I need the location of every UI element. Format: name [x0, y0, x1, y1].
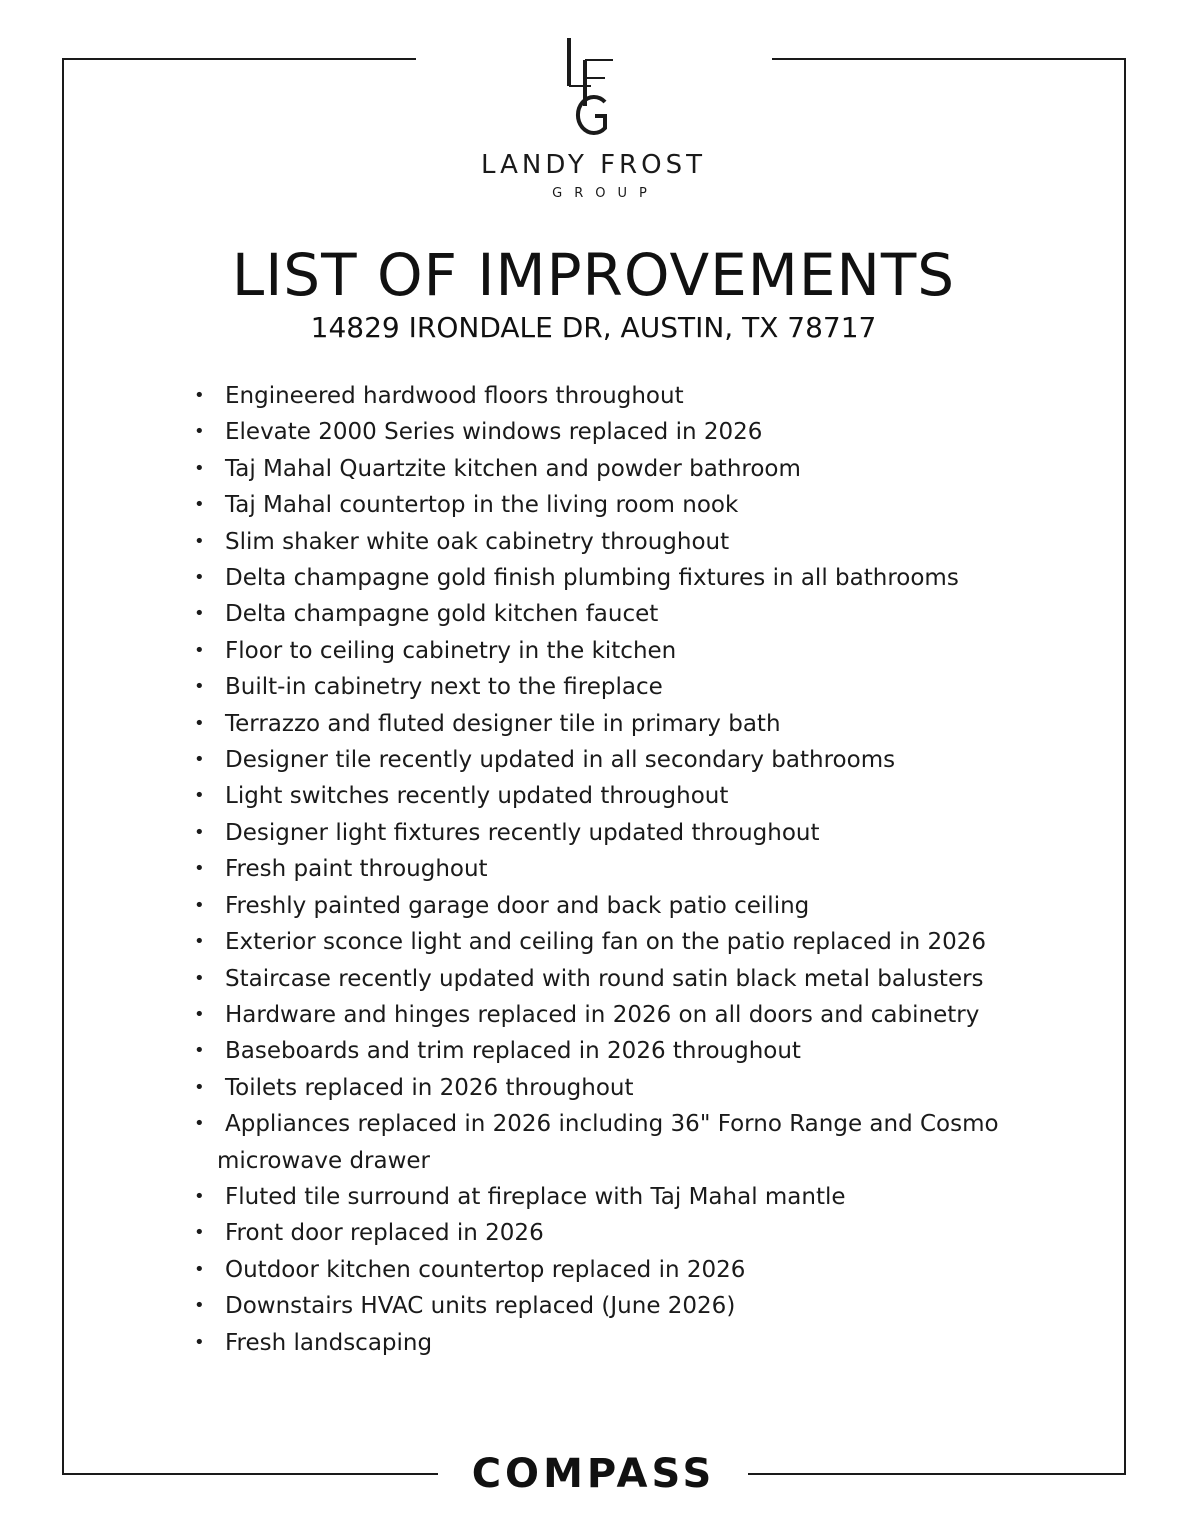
list-item-text: Taj Mahal Quartzite kitchen and powder bathroom — [225, 455, 801, 482]
list-item-text: Hardware and hinges replaced in 2026 on all doors and cabinetry — [225, 1001, 980, 1028]
list-item — [188, 1325, 1028, 1361]
list-item — [188, 961, 1028, 997]
compass-logo: COMPASS — [471, 1451, 716, 1497]
bullet-icon: • — [194, 858, 205, 880]
list-item — [188, 1070, 1028, 1106]
list-item — [188, 924, 1028, 960]
list-item — [188, 1033, 1028, 1069]
list-item-text: Floor to ceiling cabinetry in the kitchen — [225, 637, 677, 664]
list-item-text: Fluted tile surround at fireplace with Taj Mahal mantle — [225, 1183, 846, 1210]
bullet-icon: • — [194, 457, 205, 479]
list-item-text: Fresh landscaping — [225, 1329, 433, 1356]
bullet-icon: • — [194, 530, 205, 552]
list-item — [188, 742, 1028, 778]
bullet-icon: • — [194, 785, 205, 807]
brand-name: LANDY FROST — [481, 150, 706, 180]
property-address: 14829 IRONDALE DR, AUSTIN, TX 78717 — [310, 311, 877, 344]
bullet-icon: • — [194, 712, 205, 734]
landy-frost-monogram-logo — [555, 36, 625, 136]
bullet-icon: • — [194, 894, 205, 916]
bullet-icon: • — [194, 421, 205, 443]
list-item-text: Engineered hardwood floors throughout — [225, 383, 684, 409]
page-title: LIST OF IMPROVEMENTS — [231, 241, 956, 309]
bullet-icon: • — [194, 567, 205, 589]
list-item — [188, 997, 1028, 1033]
bullet-icon: • — [194, 1258, 205, 1280]
list-item-text: Slim shaker white oak cabinetry throughout — [225, 528, 730, 555]
list-item-text: Front door replaced in 2026 — [225, 1220, 544, 1247]
bullet-icon: • — [194, 385, 205, 406]
list-item — [188, 669, 1028, 705]
bullet-icon: • — [194, 931, 205, 953]
list-item — [188, 778, 1028, 814]
bullet-icon: • — [194, 1185, 205, 1207]
list-item-text: Exterior sconce light and ceiling fan on the patio replaced in 2026 — [225, 929, 986, 956]
frame-top-right-line — [772, 58, 1126, 60]
list-item-text: Downstairs HVAC units replaced (June 2026) — [225, 1293, 736, 1320]
list-item-text: Freshly painted garage door and back patio ceiling — [225, 892, 810, 919]
improvements-list — [188, 378, 1028, 1361]
list-item — [188, 596, 1028, 632]
list-item-text: Elevate 2000 Series windows replaced in 2026 — [225, 419, 763, 446]
list-item — [188, 524, 1028, 560]
list-item — [188, 1288, 1028, 1324]
bullet-icon: • — [194, 1222, 205, 1244]
bullet-icon: • — [194, 1003, 205, 1025]
list-item — [188, 414, 1028, 450]
list-item — [188, 378, 1028, 414]
bullet-icon: • — [194, 676, 205, 698]
list-item — [188, 851, 1028, 887]
bullet-icon: • — [194, 1076, 205, 1098]
list-item-text: Outdoor kitchen countertop replaced in 2026 — [225, 1256, 746, 1283]
list-item — [188, 633, 1028, 669]
bullet-icon: • — [194, 967, 205, 989]
list-item-text: Appliances replaced in 2026 including 36" Forno Range and Cosmo — [225, 1111, 999, 1138]
list-item-text: Light switches recently updated throughout — [225, 783, 729, 810]
list-item-text: Designer tile recently updated in all secondary bathrooms — [225, 747, 896, 774]
list-item — [188, 706, 1028, 742]
bullet-icon: • — [194, 639, 205, 661]
bullet-icon: • — [194, 603, 205, 625]
bullet-icon: • — [194, 494, 205, 516]
list-item-text: Delta champagne gold finish plumbing fixtures in all bathrooms — [225, 565, 959, 592]
list-item-text: Staircase recently updated with round satin black metal balusters — [225, 965, 984, 992]
frame-top-left-line — [62, 58, 416, 60]
list-item — [188, 1252, 1028, 1288]
bullet-icon: • — [194, 1295, 205, 1317]
bullet-icon: • — [194, 1113, 205, 1135]
list-item-text: Designer light fixtures recently updated throughout — [225, 819, 820, 846]
list-item-text: Baseboards and trim replaced in 2026 throughout — [225, 1038, 801, 1065]
bullet-icon: • — [194, 1040, 205, 1062]
list-item-text: Toilets replaced in 2026 throughout — [225, 1074, 634, 1101]
list-item-text: Delta champagne gold kitchen faucet — [225, 601, 659, 628]
list-item — [188, 560, 1028, 596]
list-item — [188, 815, 1028, 851]
bullet-icon: • — [194, 749, 205, 771]
list-item-text: Terrazzo and fluted designer tile in primary bath — [225, 710, 781, 737]
list-item-text: Taj Mahal countertop in the living room nook — [225, 492, 739, 519]
list-item — [188, 1215, 1028, 1251]
list-item-text: Built-in cabinetry next to the fireplace — [225, 674, 663, 701]
bullet-icon: • — [194, 821, 205, 843]
list-item — [188, 451, 1028, 487]
bullet-icon: • — [194, 1331, 205, 1353]
list-item — [188, 1106, 1028, 1179]
list-item — [188, 888, 1028, 924]
list-item-text: Fresh paint throughout — [225, 856, 488, 883]
list-item-continuation: microwave drawer — [217, 1147, 431, 1174]
list-item — [188, 487, 1028, 523]
list-item — [188, 1179, 1028, 1215]
brand-subtitle: GROUP — [552, 186, 659, 201]
